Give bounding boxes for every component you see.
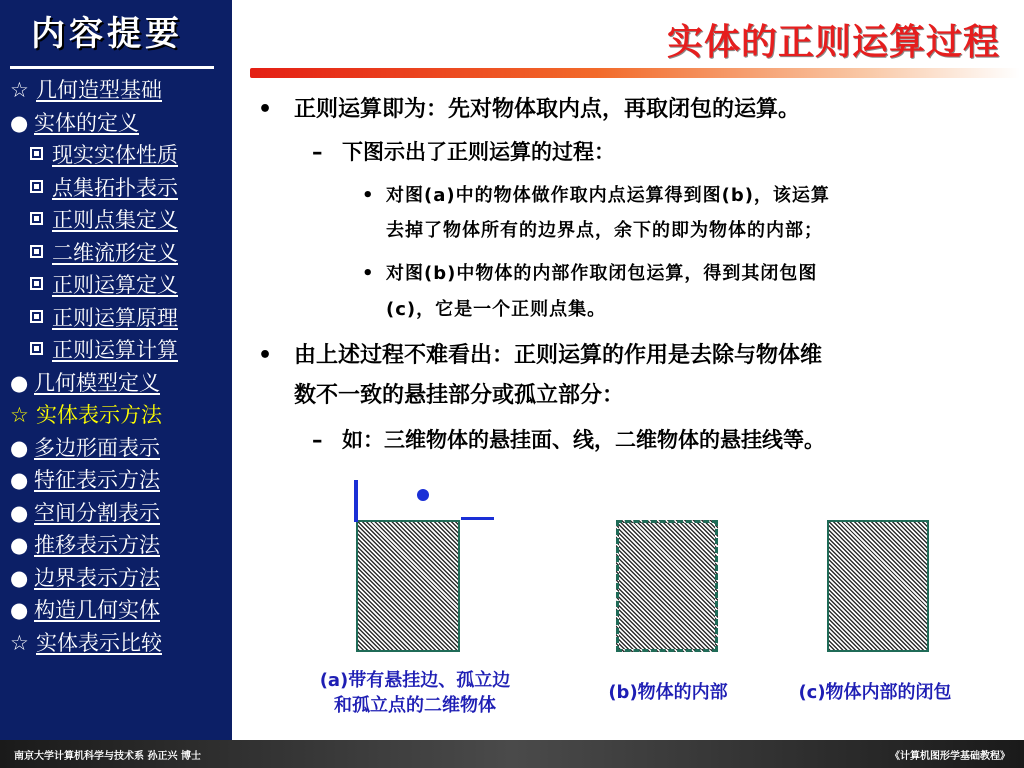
footer-left-text: 南京大学计算机科学与技术系 孙正兴 博士 (14, 751, 201, 762)
square-bullet-icon (30, 147, 43, 160)
sidebar-item-label: 实体表示比较 (36, 630, 162, 655)
sub-bullet-line-1 (312, 136, 615, 166)
dangling-edge-vertical (354, 480, 358, 522)
footer-right-text: 《计算机图形学基础教程》 (890, 751, 1010, 762)
isolated-point (417, 489, 429, 501)
square-bullet-icon (30, 212, 43, 225)
sidebar-item-label: 特征表示方法 (34, 468, 160, 492)
sidebar-item-label: 正则运算原理 (52, 305, 178, 330)
sidebar-item-label: 二维流形定义 (52, 240, 178, 265)
circle-bullet-icon: ● (10, 468, 29, 492)
hatched-square-interior (616, 520, 718, 652)
sidebar-item-label: 实体表示方法 (36, 403, 162, 427)
figure-a-caption-line-1: (a)带有悬挂边、孤立边 (319, 670, 511, 691)
sidebar-item-1[interactable] (10, 74, 230, 107)
sidebar-item-15[interactable] (10, 529, 230, 562)
square-bullet-icon (30, 342, 43, 355)
sidebar-item-9[interactable] (10, 334, 230, 367)
page-title: 实体的正则运算过程 (666, 21, 1000, 63)
bullet-dot-icon: • (258, 343, 273, 368)
bullet-dot-icon: • (362, 263, 375, 284)
sidebar-item-6[interactable] (10, 237, 230, 270)
sidebar-item-4[interactable] (10, 172, 230, 205)
sidebar-item-10[interactable] (10, 367, 230, 400)
circle-bullet-icon: ● (10, 598, 29, 622)
sub-sub-bullet-line-2-cont (386, 295, 606, 321)
bullet-text: 由上述过程不难看出：正则运算的作用是去除与物体维 (294, 343, 823, 368)
sidebar-item-label: 空间分割表示 (34, 500, 160, 525)
sidebar-title: 内容提要 (31, 14, 183, 54)
sub-sub-bullet-line-1-cont (386, 216, 823, 242)
bullet-text: 如：三维物体的悬挂面、线，二维物体的悬挂线等。 (342, 428, 825, 452)
sidebar-item-label: 几何造型基础 (36, 78, 162, 102)
sub-sub-bullet-line-2 (362, 259, 817, 285)
square-bullet-icon (30, 245, 43, 258)
star-bullet-icon: ☆ (10, 630, 29, 655)
title-underline-bar (250, 68, 1020, 78)
sidebar-item-label: 正则运算计算 (52, 338, 178, 362)
sidebar-item-label: 现实实体性质 (52, 143, 178, 167)
sidebar-item-12[interactable] (10, 432, 230, 465)
sidebar-item-8[interactable] (10, 302, 230, 335)
bullet-text: 数不一致的悬挂部分或孤立部分： (294, 383, 625, 408)
bullet-text: (c)，它是一个正则点集。 (386, 299, 607, 320)
sidebar-item-18[interactable] (10, 627, 230, 660)
dash-icon: – (312, 140, 323, 164)
sidebar-item-label: 正则运算定义 (52, 273, 178, 297)
sidebar (0, 0, 232, 740)
square-bullet-icon (30, 277, 43, 290)
bullet-text: 对图(b)中物体的内部作取闭包运算，得到其闭包图 (386, 263, 818, 284)
circle-bullet-icon: ● (10, 435, 29, 460)
bullet-text: 对图(a)中的物体做作取内点运算得到图(b)，该运算 (386, 185, 830, 206)
bullet-line-2 (258, 338, 822, 369)
circle-bullet-icon: ● (10, 110, 29, 135)
footer-bar (0, 740, 1024, 768)
circle-bullet-icon: ● (10, 370, 29, 395)
isolated-edge (461, 517, 494, 520)
sidebar-item-13[interactable] (10, 464, 230, 497)
circle-bullet-icon: ● (10, 565, 29, 590)
bullet-dot-icon: • (258, 97, 273, 122)
figure-c-caption: (c)物体内部的闭包 (798, 682, 952, 703)
sidebar-item-14[interactable] (10, 497, 230, 530)
sidebar-item-5[interactable] (10, 204, 230, 237)
sidebar-item-label: 构造几何实体 (34, 598, 160, 622)
dash-icon: – (312, 428, 323, 452)
sidebar-item-16[interactable] (10, 562, 230, 595)
bullet-line-2-cont (294, 378, 624, 409)
sidebar-item-17[interactable] (10, 594, 230, 627)
sidebar-item-3[interactable] (10, 139, 230, 172)
circle-bullet-icon: ● (10, 500, 29, 525)
circle-bullet-icon: ● (10, 533, 29, 557)
figure-b-caption: (b)物体的内部 (608, 682, 728, 703)
figure-a-caption-line-2: 和孤立点的二维物体 (334, 695, 496, 716)
sidebar-item-7[interactable] (10, 269, 230, 302)
star-bullet-icon: ☆ (10, 403, 29, 427)
sidebar-item-11[interactable] (10, 399, 230, 432)
bullet-line-1 (258, 92, 800, 123)
square-bullet-icon (30, 310, 43, 323)
sidebar-divider (10, 66, 214, 69)
sidebar-nav (10, 74, 230, 659)
hatched-square-with-boundary (356, 520, 460, 652)
sidebar-item-label: 正则点集定义 (52, 208, 178, 232)
sidebar-item-2[interactable] (10, 107, 230, 140)
sidebar-item-label: 几何模型定义 (34, 370, 160, 395)
hatched-square-closure (827, 520, 929, 652)
bullet-text: 去掉了物体所有的边界点，余下的即为物体的内部； (386, 220, 823, 241)
sidebar-item-label: 推移表示方法 (34, 533, 160, 557)
sub-sub-bullet-line-1 (362, 181, 830, 207)
sidebar-item-label: 多边形面表示 (34, 435, 160, 460)
sidebar-item-label: 实体的定义 (34, 110, 139, 135)
square-bullet-icon (30, 180, 43, 193)
star-bullet-icon: ☆ (10, 78, 29, 102)
bullet-text: 正则运算即为：先对物体取内点，再取闭包的运算。 (294, 97, 801, 122)
sub-bullet-line-2 (312, 424, 825, 454)
sidebar-item-label: 边界表示方法 (34, 565, 160, 590)
sidebar-item-label: 点集拓扑表示 (52, 175, 178, 200)
figure-a-caption (290, 668, 540, 718)
bullet-dot-icon: • (362, 185, 375, 206)
bullet-text: 下图示出了正则运算的过程： (342, 140, 615, 164)
